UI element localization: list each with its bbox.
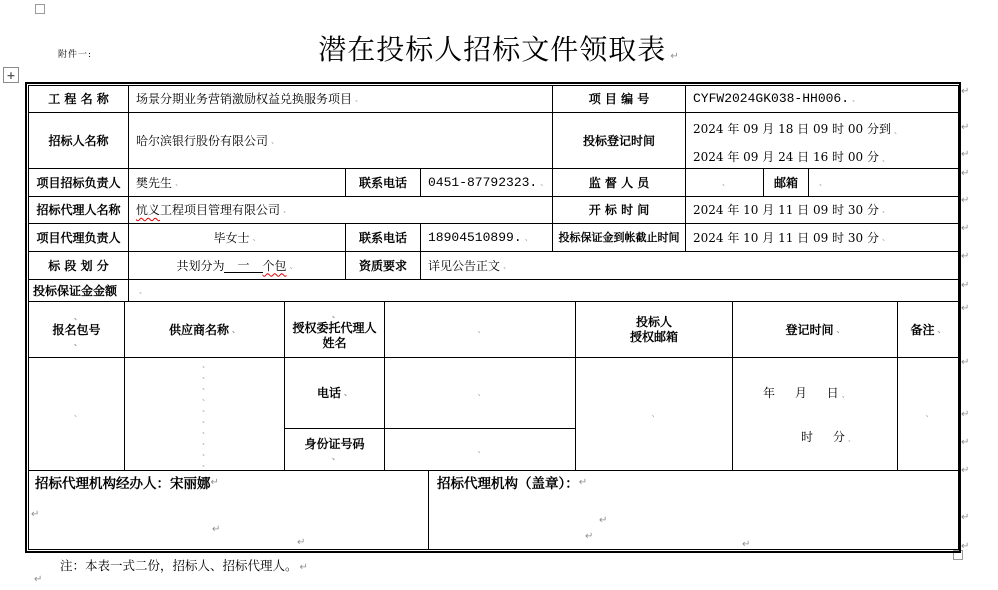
section-suffix: 个包 — [262, 258, 287, 273]
cell-end-mark: 、 — [175, 177, 184, 187]
pilcrow-mark: ↵ — [961, 122, 970, 133]
open-time-label: 开 标 时 间 — [588, 203, 650, 217]
pilcrow-mark: ↵ — [299, 562, 308, 573]
header-supplier: 供应商名称 — [168, 322, 229, 337]
contact-phone2-value-cell[interactable] — [421, 224, 553, 252]
body-package-no-cell[interactable] — [29, 358, 125, 471]
body-id-value-cell[interactable] — [385, 429, 576, 471]
cell-end-mark: 、 — [202, 447, 210, 457]
cell-end-mark: 、 — [477, 388, 486, 397]
pilcrow-mark: ↵ — [961, 357, 970, 368]
date-placeholder-text: 年 月 日 — [763, 386, 839, 400]
pilcrow-mark: ↵ — [670, 51, 680, 62]
cell-end-mark: 、 — [283, 205, 292, 214]
footnote-text: 注：本表一式二份，招标人、招标代理人。 — [60, 558, 298, 573]
cell-end-mark: 、 — [841, 390, 850, 399]
cell-end-mark: 、 — [202, 403, 210, 413]
registration-time-label: 投标登记时间 — [582, 133, 655, 148]
cell-end-mark: 、 — [74, 311, 82, 321]
cell-end-mark: 、 — [477, 324, 486, 334]
section-prefix: 共划分为 — [176, 258, 225, 273]
cell-end-mark: 、 — [881, 154, 890, 163]
cell-end-mark: 、 — [202, 436, 210, 446]
pilcrow-mark: ↵ — [578, 477, 588, 488]
header-package-no: 报名包号 — [52, 322, 101, 337]
cell-end-mark: 、 — [202, 370, 210, 380]
cell-end-mark: 、 — [881, 205, 890, 214]
cell-end-mark: 、 — [836, 324, 845, 334]
project-name-value: 场景分期业务营销激励权益兑换服务项目 — [136, 92, 353, 106]
pilcrow-mark: ↵ — [961, 465, 970, 476]
header-bidder-email-line1: 投标人 — [635, 315, 672, 329]
attachment-label: 附件一: — [58, 50, 93, 60]
registration-time-value-cell[interactable] — [686, 113, 959, 169]
cell-end-mark: 、 — [344, 388, 352, 397]
page-title — [0, 28, 998, 68]
header-reg-time-cell — [733, 302, 898, 358]
tenderer-label: 招标人名称 — [48, 133, 109, 148]
title-text: 潜在投标人招标文件领取表 — [318, 33, 667, 66]
header-reg-time: 登记时间 — [785, 322, 834, 337]
email-label-cell — [764, 169, 809, 197]
reg-time-time-placeholder — [801, 430, 856, 444]
cell-end-mark: 、 — [271, 135, 280, 145]
agency-name-label-cell — [29, 197, 129, 224]
header-agent-name-cell — [285, 302, 385, 358]
deposit-deadline-label-cell — [553, 224, 686, 252]
project-name-label: 工 程 名 称 — [48, 92, 109, 106]
agent-manager-value: 毕女士 — [213, 230, 250, 245]
pilcrow-mark: ↵ — [961, 195, 970, 206]
registration-time-label-cell — [553, 113, 686, 169]
supervisor-label-cell — [553, 169, 686, 197]
cell-end-mark: 、 — [355, 94, 364, 103]
pilcrow-mark: ↵ — [212, 524, 221, 535]
open-time-label-cell — [553, 197, 686, 224]
cell-end-mark: 、 — [651, 409, 660, 418]
header-remark-cell — [898, 302, 959, 358]
cell-end-mark: 、 — [232, 324, 240, 334]
body-supplier-cell[interactable] — [125, 358, 285, 471]
open-time-value: 2024 年 10 月 11 日 09 时 30 分 — [693, 203, 879, 217]
header-bidder-email-line2: 授权邮箱 — [629, 330, 678, 344]
agency-handler-text: 招标代理机构经办人：宋丽娜 — [35, 476, 211, 492]
cell-end-mark: 、 — [202, 414, 210, 424]
cell-end-mark: 、 — [722, 177, 730, 187]
agency-name-label: 招标代理人名称 — [36, 203, 121, 217]
cell-end-mark: 、 — [332, 452, 340, 461]
tenderer-value: 哈尔滨银行股份有限公司 — [136, 133, 269, 148]
phone-label: 电话 — [316, 386, 341, 400]
cell-end-mark: 、 — [524, 232, 533, 242]
cell-end-mark: 、 — [202, 381, 210, 391]
cell-end-mark: 、 — [477, 444, 486, 454]
project-no-value-cell[interactable] — [686, 86, 959, 113]
pilcrow-mark: ↵ — [210, 477, 219, 488]
cell-end-mark: 、 — [925, 409, 934, 418]
cell-end-mark: 、 — [289, 260, 298, 270]
cell-end-mark: 、 — [332, 309, 340, 319]
header-package-no-cell — [29, 302, 125, 358]
project-no-label-cell — [553, 86, 686, 113]
tender-manager-value: 樊先生 — [136, 175, 173, 190]
body-phone-value-cell[interactable] — [385, 358, 576, 429]
agent-manager-label: 项目代理负责人 — [36, 230, 121, 245]
cell-end-mark: 、 — [937, 324, 946, 334]
cell-end-mark: 、 — [202, 359, 210, 369]
contact-phone2-label: 联系电话 — [358, 230, 407, 245]
body-id-label-cell — [285, 429, 385, 471]
contact-phone2-label-cell — [346, 224, 421, 252]
tender-manager-label-cell — [29, 169, 129, 197]
cell-end-mark: 、 — [202, 425, 210, 435]
pilcrow-mark: ↵ — [742, 539, 751, 550]
qualification-label-cell — [346, 252, 421, 280]
header-agent-line2: 姓名 — [322, 335, 347, 350]
contact-phone1-value: 0451-87792323. — [428, 174, 538, 190]
pilcrow-mark: ↵ — [961, 168, 970, 179]
agent-manager-label-cell — [29, 224, 129, 252]
open-time-value-cell[interactable] — [686, 197, 959, 224]
body-reg-time-cell[interactable] — [733, 358, 898, 471]
pilcrow-mark: ↵ — [961, 149, 970, 160]
table-move-handle-icon[interactable]: + — [3, 67, 19, 83]
pilcrow-mark: ↵ — [34, 574, 43, 585]
pilcrow-mark: ↵ — [961, 251, 970, 262]
section-division-label: 标 段 划 分 — [48, 258, 109, 273]
deposit-amount-label: 投标保证金金额 — [33, 283, 118, 298]
tenderer-value-cell[interactable] — [129, 113, 553, 169]
page-boundary-mark-top-left — [35, 4, 45, 14]
registration-time-line1: 2024 年 09 月 18 日 09 时 00 分到 — [693, 122, 891, 136]
section-count-underlined: 一 — [224, 258, 262, 273]
cell-end-mark: 、 — [893, 126, 902, 135]
header-blank-cell[interactable] — [385, 302, 576, 358]
qualification-label: 资质要求 — [358, 258, 407, 273]
agency-seal-text: 招标代理机构（盖章）： — [437, 476, 579, 492]
qualification-value: 详见公告正文 — [428, 258, 501, 273]
tender-manager-label: 项目招标负责人 — [36, 175, 121, 190]
bid-document-collection-table — [28, 85, 959, 550]
agency-name-value-cell[interactable] — [129, 197, 553, 224]
pilcrow-mark: ↵ — [961, 86, 970, 97]
header-remark: 备注 — [910, 322, 935, 337]
cell-end-mark: 、 — [540, 177, 549, 187]
cell-end-mark: 、 — [74, 337, 82, 347]
section-division-label-cell — [29, 252, 129, 280]
supervisor-label: 监 督 人 员 — [588, 175, 650, 190]
deposit-amount-label-cell — [29, 280, 129, 302]
tenderer-label-cell — [29, 113, 129, 169]
cell-end-mark: 、 — [202, 458, 210, 468]
header-bidder-email-cell — [576, 302, 733, 358]
cell-end-mark: 、 — [503, 260, 512, 270]
pilcrow-mark: ↵ — [961, 541, 970, 552]
footnote — [60, 556, 308, 574]
body-phone-label-cell — [285, 358, 385, 429]
qualification-value-cell[interactable] — [421, 252, 959, 280]
pilcrow-mark: ↵ — [961, 223, 970, 234]
reg-time-date-placeholder — [763, 386, 850, 400]
section-division-value-cell[interactable] — [129, 252, 346, 280]
footer-seal-cell[interactable] — [429, 471, 959, 550]
cell-end-mark: 、 — [852, 94, 861, 103]
time-placeholder-text: 时 分 — [801, 430, 845, 444]
footer-handler-cell[interactable] — [29, 471, 429, 550]
email-value-cell[interactable] — [809, 169, 959, 197]
pilcrow-mark: ↵ — [31, 509, 40, 520]
body-remark-cell[interactable] — [898, 358, 959, 471]
pilcrow-mark: ↵ — [961, 437, 970, 448]
agency-name-flagged-part: 忼义 — [136, 203, 161, 217]
contact-phone2-value: 18904510899. — [428, 229, 522, 245]
contact-phone1-label-cell — [346, 169, 421, 197]
pilcrow-mark: ↵ — [961, 409, 970, 420]
agent-manager-value-cell[interactable] — [129, 224, 346, 252]
agency-name-rest: 工程项目管理有限公司 — [160, 203, 281, 217]
deposit-amount-value-cell[interactable] — [129, 280, 959, 302]
deposit-deadline-value: 2024 年 10 月 11 日 09 时 30 分 — [693, 230, 879, 245]
project-no-label: 项 目 编 号 — [588, 92, 650, 106]
pilcrow-mark: ↵ — [961, 303, 970, 314]
email-label: 邮箱 — [773, 175, 798, 190]
cell-end-mark: 、 — [74, 409, 82, 418]
deposit-deadline-label: 投标保证金到帐截止时间 — [558, 230, 680, 244]
cell-end-mark: 、 — [139, 285, 147, 295]
id-number-label: 身份证号码 — [304, 437, 365, 451]
cell-end-mark: 、 — [819, 177, 827, 187]
cell-end-mark: 、 — [847, 434, 856, 443]
pilcrow-mark: ↵ — [961, 280, 970, 291]
pilcrow-mark: ↵ — [297, 537, 306, 548]
project-name-value-cell[interactable] — [129, 86, 553, 113]
tender-manager-value-cell[interactable] — [129, 169, 346, 197]
body-bidder-email-cell[interactable] — [576, 358, 733, 471]
cell-end-mark: 、 — [881, 232, 890, 242]
header-supplier-cell — [125, 302, 285, 358]
registration-time-line2: 2024 年 09 月 24 日 16 时 00 分 — [693, 150, 879, 164]
pilcrow-mark: ↵ — [961, 512, 970, 523]
cell-end-mark: 、 — [202, 392, 210, 402]
deposit-deadline-value-cell[interactable] — [686, 224, 959, 252]
supervisor-value-cell[interactable] — [686, 169, 764, 197]
cell-end-mark: 、 — [252, 232, 261, 242]
pilcrow-mark: ↵ — [599, 515, 608, 526]
pilcrow-mark: ↵ — [585, 531, 594, 542]
contact-phone1-label: 联系电话 — [358, 175, 407, 190]
header-agent-line1: 授权委托代理人 — [292, 320, 377, 335]
contact-phone1-value-cell[interactable] — [421, 169, 553, 197]
project-name-label-cell — [29, 86, 129, 113]
project-no-value: CYFW2024GK038-HH006. — [693, 91, 850, 106]
